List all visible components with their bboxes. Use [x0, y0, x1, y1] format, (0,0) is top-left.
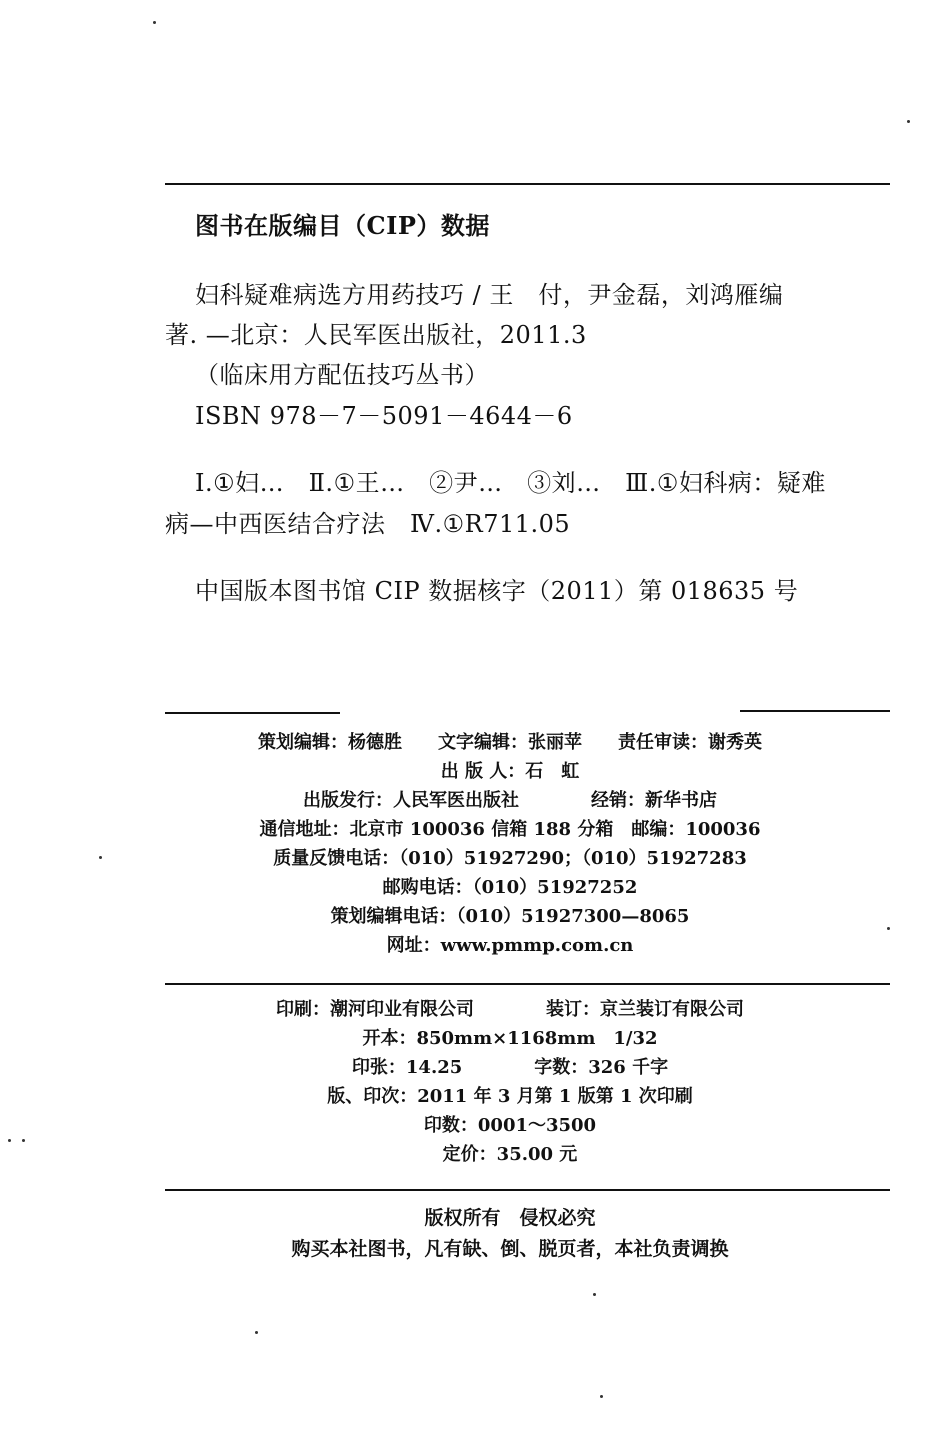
cip-check-number: 中国版本图书馆 CIP 数据核字（2011）第 018635 号 [195, 577, 799, 605]
copyright-notice: 版权所有 侵权必究 [424, 1207, 596, 1229]
scan-speck [22, 1139, 25, 1142]
cip-classification-line-1: Ⅰ.①妇… Ⅱ.①王… ②尹… ③刘… Ⅲ.①妇科病：疑难 [195, 469, 826, 497]
imprint-feedback-phone: 质量反馈电话：（010）51927290；（010）51927283 [273, 848, 747, 869]
cip-title-line-2: 著. —北京：人民军医出版社，2011.3 [165, 321, 587, 349]
printing-print-run: 印数：0001～3500 [423, 1115, 597, 1136]
imprint-publisher-person: 出 版 人：石 虹 [440, 761, 580, 782]
cip-isbn: ISBN 978－7－5091－4644－6 [195, 402, 573, 430]
scan-speck [153, 21, 156, 24]
copyright-rule [165, 1189, 890, 1191]
scan-speck [99, 856, 102, 859]
printing-edition: 版、印次：2011 年 3 月第 1 版第 1 次印刷 [327, 1086, 693, 1107]
printing-printer: 印刷：潮河印业有限公司 装订：京兰装订有限公司 [276, 999, 744, 1020]
imprint-rule-right [740, 710, 890, 712]
cip-heading: 图书在版编目（CIP）数据 [195, 211, 490, 240]
top-rule [165, 183, 890, 185]
imprint-rule-left [165, 712, 340, 714]
printing-sheets: 印张：14.25 字数：326 千字 [351, 1057, 669, 1078]
printing-price: 定价：35.00 元 [442, 1144, 578, 1165]
cip-title-line-1: 妇科疑难病选方用药技巧 / 王 付，尹金磊，刘鸿雁编 [195, 281, 784, 309]
scan-speck [600, 1395, 603, 1398]
scan-speck [907, 120, 910, 123]
scan-speck [8, 1139, 11, 1142]
scan-speck [255, 1331, 258, 1334]
scan-speck [887, 927, 890, 930]
imprint-website: 网址：www.pmmp.com.cn [386, 935, 634, 956]
imprint-distribution: 出版发行：人民军医出版社 经销：新华书店 [303, 790, 717, 811]
imprint-editorial-phone: 策划编辑电话：（010）51927300—8065 [330, 906, 690, 927]
printing-rule [165, 983, 890, 985]
imprint-address: 通信地址：北京市 100036 信箱 188 分箱 邮编：100036 [259, 819, 761, 840]
copyright-returns: 购买本社图书，凡有缺、倒、脱页者，本社负责调换 [291, 1238, 729, 1260]
printing-format: 开本：850mm×1168mm 1/32 [362, 1028, 658, 1049]
imprint-editors: 策划编辑：杨德胜 文字编辑：张丽苹 责任审读：谢秀英 [258, 732, 762, 753]
imprint-mail-order-phone: 邮购电话：（010）51927252 [382, 877, 638, 898]
cip-classification-line-2: 病—中西医结合疗法 Ⅳ.①R711.05 [165, 510, 571, 538]
cip-series: （临床用方配伍技巧丛书） [195, 361, 489, 389]
scan-speck [593, 1293, 596, 1296]
